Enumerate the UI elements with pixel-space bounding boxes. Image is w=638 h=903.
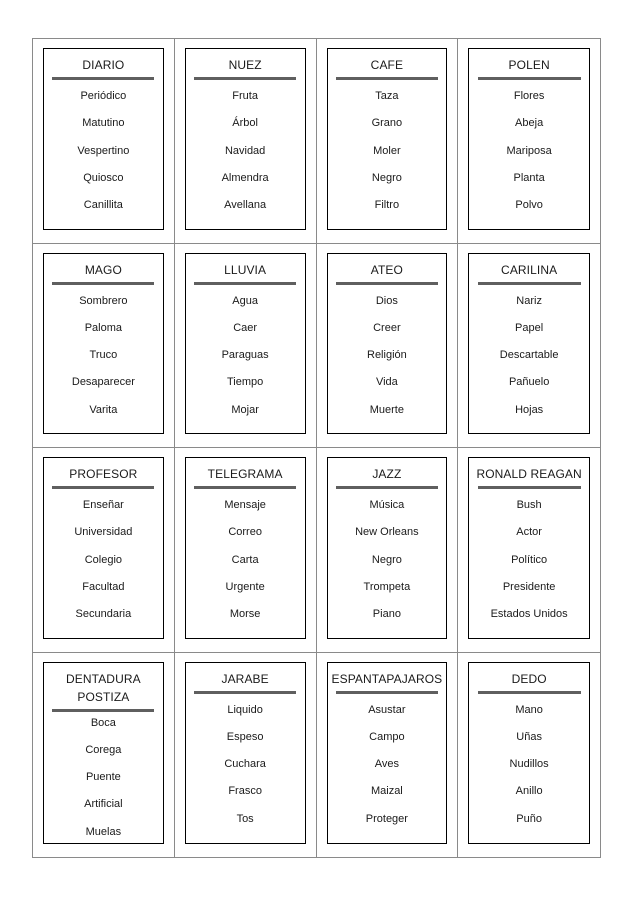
forbidden-word: Vespertino	[77, 144, 130, 157]
card-cell	[175, 244, 317, 449]
forbidden-word-list	[44, 716, 163, 852]
forbidden-word: Mojar	[231, 403, 259, 416]
title-divider	[478, 486, 581, 489]
forbidden-word: Negro	[371, 553, 402, 566]
card-cell	[458, 39, 600, 244]
word-card	[43, 253, 164, 435]
forbidden-word: Puente	[85, 771, 121, 784]
forbidden-word-list	[44, 89, 163, 225]
forbidden-word: Maizal	[370, 785, 403, 798]
forbidden-word: Varita	[89, 403, 118, 416]
card-cell	[458, 653, 600, 858]
forbidden-word: Agua	[232, 294, 258, 307]
forbidden-word: Aves	[374, 758, 399, 771]
forbidden-word: Carta	[231, 553, 259, 566]
title-divider	[194, 691, 296, 694]
forbidden-word-list	[44, 498, 163, 634]
forbidden-word-list	[328, 498, 447, 634]
forbidden-word: Tiempo	[226, 376, 264, 389]
card-cell	[175, 448, 317, 653]
forbidden-word-list	[186, 703, 305, 839]
forbidden-word: Bush	[516, 499, 542, 511]
title-divider	[52, 486, 154, 489]
forbidden-word: Negro	[371, 171, 402, 184]
card-cell	[33, 244, 175, 449]
forbidden-word: Campo	[369, 730, 405, 743]
forbidden-word: Descartable	[499, 349, 559, 362]
forbidden-word: Árbol	[232, 117, 258, 130]
forbidden-word: Paloma	[84, 321, 123, 334]
title-divider	[52, 282, 154, 285]
forbidden-word: Desaparecer	[71, 376, 135, 389]
forbidden-word: Música	[369, 499, 405, 511]
forbidden-word: Almendra	[221, 171, 269, 184]
forbidden-word: Boca	[90, 716, 116, 729]
forbidden-word: Universidad	[74, 526, 133, 539]
card-cell	[317, 448, 459, 653]
forbidden-word-list	[328, 703, 447, 839]
forbidden-word: Paraguas	[221, 349, 269, 362]
card-title: DENTADURA POSTIZA	[66, 671, 141, 704]
forbidden-word: Liquido	[227, 703, 263, 716]
card-title: ATEO	[370, 262, 403, 277]
forbidden-word-list	[469, 294, 589, 430]
title-divider	[194, 77, 296, 80]
forbidden-word: Caer	[233, 321, 258, 334]
forbidden-word: Flores	[513, 90, 545, 102]
title-divider	[52, 77, 154, 80]
forbidden-word: Proteger	[365, 812, 408, 825]
forbidden-word: Sombrero	[79, 294, 128, 307]
forbidden-word: Muerte	[369, 403, 404, 416]
title-divider	[336, 486, 438, 489]
forbidden-word-list	[328, 294, 447, 430]
forbidden-word: Facultad	[82, 580, 125, 593]
card-title: JAZZ	[372, 467, 402, 481]
card-title: CARILINA	[501, 262, 558, 277]
forbidden-word: Uñas	[516, 730, 542, 743]
forbidden-word: Planta	[513, 171, 545, 184]
forbidden-word: Polvo	[515, 199, 543, 212]
forbidden-word: Frasco	[228, 785, 262, 798]
card-title: DEDO	[511, 671, 547, 686]
forbidden-word: Muelas	[85, 825, 122, 838]
word-card	[468, 457, 590, 639]
forbidden-word: Urgente	[225, 580, 265, 593]
forbidden-word: Quiosco	[83, 171, 124, 184]
forbidden-word: Morse	[229, 608, 261, 621]
forbidden-word: Presidente	[502, 580, 556, 593]
forbidden-word: Actor	[516, 526, 542, 539]
forbidden-word: Papel	[515, 321, 544, 334]
forbidden-word: Secundaria	[75, 608, 132, 621]
forbidden-word: Taza	[375, 90, 399, 102]
word-card	[468, 253, 590, 435]
forbidden-word: Nudillos	[509, 758, 549, 771]
card-title: PROFESOR	[69, 467, 138, 481]
forbidden-word: Religión	[367, 349, 407, 362]
card-title: JARABE	[221, 671, 269, 686]
word-card	[468, 662, 590, 845]
card-sheet	[32, 38, 601, 858]
card-title: RONALD REAGAN	[476, 467, 582, 481]
word-card	[327, 662, 448, 845]
card-cell	[33, 448, 175, 653]
forbidden-word: Matutino	[82, 117, 125, 130]
forbidden-word-list	[469, 498, 589, 634]
forbidden-word: Hojas	[515, 403, 544, 416]
card-title: NUEZ	[228, 58, 262, 72]
forbidden-word: Corega	[85, 743, 122, 756]
forbidden-word: Dios	[375, 294, 398, 307]
forbidden-word: Puño	[516, 812, 542, 825]
forbidden-word: Vida	[375, 376, 398, 389]
card-cell	[458, 244, 600, 449]
card-title: POLEN	[508, 58, 550, 72]
card-cell	[175, 653, 317, 858]
word-card	[327, 457, 448, 639]
word-card	[185, 457, 306, 639]
forbidden-word: Tos	[236, 812, 254, 825]
forbidden-word: Estados Unidos	[490, 608, 568, 621]
forbidden-word-list	[186, 294, 305, 430]
forbidden-word: Colegio	[84, 553, 123, 566]
forbidden-word: Grano	[371, 117, 403, 130]
forbidden-word: Espeso	[226, 730, 264, 743]
word-card	[185, 253, 306, 435]
title-divider	[194, 486, 296, 489]
forbidden-word: Nariz	[516, 294, 542, 307]
forbidden-word: Asustar	[368, 703, 406, 716]
word-card	[43, 662, 164, 845]
card-title: TELEGRAMA	[207, 467, 283, 481]
forbidden-word: Artificial	[84, 798, 123, 811]
forbidden-word-list	[186, 498, 305, 634]
card-title: DIARIO	[82, 58, 125, 72]
title-divider	[478, 691, 581, 694]
forbidden-word-list	[469, 703, 589, 839]
forbidden-word-list	[328, 89, 447, 225]
card-title: MAGO	[84, 262, 122, 277]
forbidden-word: Mariposa	[506, 144, 552, 157]
forbidden-word: Moler	[373, 144, 401, 157]
forbidden-word: Abeja	[515, 117, 544, 130]
card-cell	[33, 39, 175, 244]
forbidden-word: Enseñar	[82, 499, 124, 511]
forbidden-word-list	[44, 294, 163, 430]
card-cell	[317, 39, 459, 244]
title-divider	[336, 691, 438, 694]
forbidden-word: Correo	[228, 526, 262, 539]
title-divider	[194, 282, 296, 285]
title-divider	[336, 77, 438, 80]
card-cell	[458, 448, 600, 653]
card-cell	[317, 244, 459, 449]
forbidden-word: Canillita	[83, 199, 123, 212]
forbidden-word: Anillo	[515, 785, 543, 798]
card-title: LLUVIA	[224, 262, 267, 277]
forbidden-word: Mensaje	[224, 499, 266, 511]
forbidden-word: Filtro	[374, 199, 400, 212]
word-card	[185, 48, 306, 230]
forbidden-word: Mano	[515, 703, 543, 716]
word-card	[468, 48, 590, 230]
card-title: ESPANTAPAJAROS	[331, 671, 443, 686]
title-divider	[52, 709, 154, 712]
word-card	[327, 48, 448, 230]
forbidden-word: Político	[511, 553, 548, 566]
forbidden-word: Avellana	[224, 199, 267, 212]
forbidden-word: Fruta	[232, 90, 258, 102]
title-divider	[478, 282, 581, 285]
card-cell	[317, 653, 459, 858]
title-divider	[478, 77, 581, 80]
forbidden-word: Periódico	[80, 90, 127, 102]
forbidden-word: Creer	[373, 321, 401, 334]
card-title: CAFE	[370, 58, 404, 72]
word-card	[327, 253, 448, 435]
forbidden-word: Truco	[89, 349, 118, 362]
forbidden-word: Piano	[372, 608, 401, 621]
forbidden-word: Trompeta	[363, 580, 411, 593]
forbidden-word: Navidad	[224, 144, 266, 157]
card-cell	[33, 653, 175, 858]
forbidden-word: New Orleans	[355, 526, 419, 539]
card-cell	[175, 39, 317, 244]
forbidden-word-list	[469, 89, 589, 225]
forbidden-word: Cuchara	[224, 758, 266, 771]
word-card	[185, 662, 306, 845]
word-card	[43, 48, 164, 230]
forbidden-word-list	[186, 89, 305, 225]
forbidden-word: Pañuelo	[508, 376, 550, 389]
title-divider	[336, 282, 438, 285]
word-card	[43, 457, 164, 639]
